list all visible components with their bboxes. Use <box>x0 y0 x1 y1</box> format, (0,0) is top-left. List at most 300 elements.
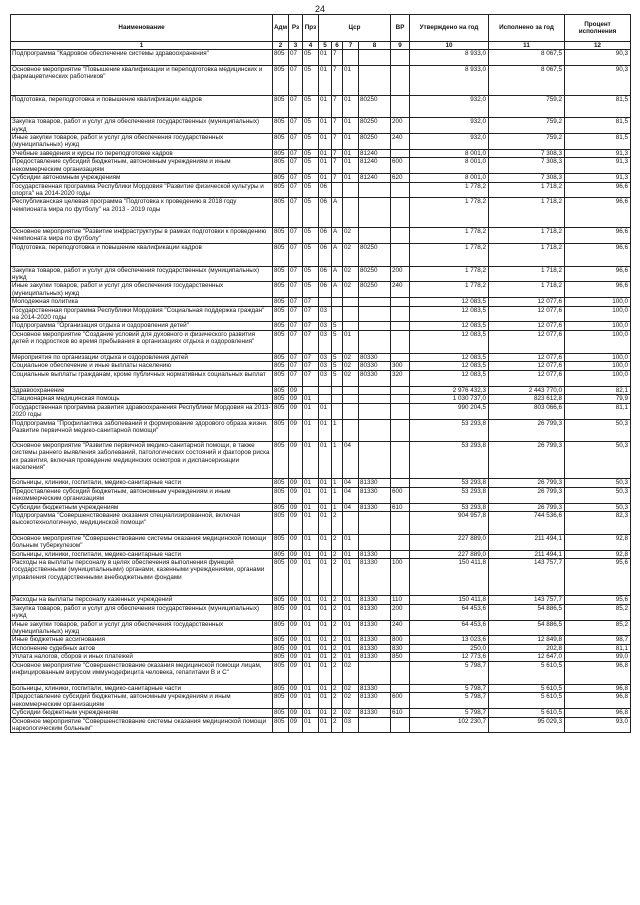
row-approved: 64 453,6 <box>410 604 489 620</box>
table-row <box>11 266 631 282</box>
row-csr-event <box>343 403 359 419</box>
row-rz: 07 <box>289 174 303 183</box>
row-name: Иные бюджетные ассигнования <box>11 636 273 645</box>
row-rz: 09 <box>289 693 303 709</box>
row-prz: 07 <box>303 362 319 371</box>
table-row <box>11 684 631 693</box>
row-csr-direction: 81330 <box>359 709 391 718</box>
row-executed: 759,2 <box>489 95 565 118</box>
row-csr-direction: 81330 <box>359 693 391 709</box>
row-csr-program: 01 <box>319 95 332 118</box>
row-adm: 805 <box>273 228 289 244</box>
row-csr-subprogram: 1 <box>332 479 343 488</box>
row-prz: 05 <box>303 158 319 174</box>
row-csr-direction <box>359 182 391 198</box>
row-csr-program: 01 <box>319 503 332 512</box>
row-adm: 805 <box>273 243 289 266</box>
row-prz: 01 <box>303 559 319 596</box>
row-approved: 12 083,5 <box>410 371 489 387</box>
row-vr <box>391 353 410 362</box>
row-approved: 12 083,5 <box>410 298 489 307</box>
row-approved: 250,0 <box>410 644 489 653</box>
row-csr-event: 02 <box>343 362 359 371</box>
row-executed: 759,2 <box>489 118 565 134</box>
row-executed: 744 536,6 <box>489 512 565 535</box>
row-prz: 01 <box>303 442 319 479</box>
row-csr-subprogram <box>332 298 343 307</box>
row-percent: 81,1 <box>565 644 631 653</box>
row-percent: 100,0 <box>565 331 631 354</box>
row-name: Больницы, клиники, госпитали, медико-санитарные части <box>11 550 273 559</box>
row-csr-event: 01 <box>343 65 359 95</box>
row-csr-event: 01 <box>343 636 359 645</box>
row-rz: 07 <box>289 182 303 198</box>
row-approved: 8 933,0 <box>410 65 489 95</box>
row-prz: 01 <box>303 684 319 693</box>
row-rz: 09 <box>289 684 303 693</box>
row-rz: 07 <box>289 198 303 228</box>
row-csr-direction <box>359 50 391 66</box>
row-csr-program: 01 <box>319 512 332 535</box>
row-rz: 09 <box>289 662 303 685</box>
row-csr-event: 02 <box>343 353 359 362</box>
row-executed: 12 077,6 <box>489 322 565 331</box>
row-approved: 8 933,0 <box>410 50 489 66</box>
row-approved: 12 083,5 <box>410 331 489 354</box>
row-name: Исполнение судебных актов <box>11 644 273 653</box>
row-csr-event: 01 <box>343 174 359 183</box>
page-number: 24 <box>314 4 325 14</box>
row-csr-program: 03 <box>319 322 332 331</box>
row-csr-subprogram <box>332 403 343 419</box>
row-csr-subprogram <box>332 395 343 404</box>
row-csr-direction <box>359 419 391 442</box>
row-vr: 600 <box>391 487 410 503</box>
table-row <box>11 149 631 158</box>
row-csr-direction: 81330 <box>359 559 391 596</box>
row-csr-direction: 81330 <box>359 636 391 645</box>
row-prz: 01 <box>303 620 319 636</box>
row-csr-direction <box>359 442 391 479</box>
row-approved: 64 453,6 <box>410 620 489 636</box>
row-name: Государственная программа Республики Мордовия "Социальная поддержка граждан" на 2014-2020 годы <box>11 306 273 322</box>
row-percent: 93,0 <box>565 717 631 733</box>
row-csr-subprogram: А <box>332 282 343 298</box>
header-number: 6 <box>332 42 343 50</box>
row-vr <box>391 149 410 158</box>
row-csr-direction: 81330 <box>359 620 391 636</box>
row-name: Государственная программа Республики Мордовия "Развитие физической культуры и спорта" на 2014-2020 годы <box>11 182 273 198</box>
row-executed: 211 494,1 <box>489 550 565 559</box>
row-adm: 805 <box>273 653 289 662</box>
table-row <box>11 662 631 685</box>
row-csr-program: 03 <box>319 362 332 371</box>
row-rz: 09 <box>289 709 303 718</box>
row-adm: 805 <box>273 662 289 685</box>
row-adm: 805 <box>273 644 289 653</box>
row-prz: 07 <box>303 306 319 322</box>
row-adm: 805 <box>273 479 289 488</box>
header-vr: ВР <box>391 15 410 42</box>
table-row <box>11 95 631 118</box>
row-csr-subprogram: А <box>332 243 343 266</box>
row-prz: 05 <box>303 228 319 244</box>
table-row <box>11 535 631 551</box>
row-adm: 805 <box>273 386 289 395</box>
row-csr-direction: 80330 <box>359 371 391 387</box>
row-percent: 100,0 <box>565 362 631 371</box>
row-csr-program: 01 <box>319 620 332 636</box>
row-prz: 01 <box>303 395 319 404</box>
row-name: Основное мероприятие "Совершенствование системы оказания медицинской помощи больным туберкулезом" <box>11 535 273 551</box>
row-csr-program: 06 <box>319 198 332 228</box>
row-rz: 07 <box>289 282 303 298</box>
row-adm: 805 <box>273 371 289 387</box>
row-approved: 12 083,5 <box>410 353 489 362</box>
row-csr-program: 01 <box>319 442 332 479</box>
row-csr-program: 01 <box>319 636 332 645</box>
row-percent: 91,3 <box>565 158 631 174</box>
row-executed: 5 610,5 <box>489 709 565 718</box>
row-csr-subprogram: 2 <box>332 596 343 605</box>
row-csr-direction <box>359 386 391 395</box>
row-executed: 12 077,6 <box>489 362 565 371</box>
table-row <box>11 709 631 718</box>
row-csr-program: 01 <box>319 684 332 693</box>
row-csr-direction: 81330 <box>359 503 391 512</box>
row-csr-subprogram: 2 <box>332 684 343 693</box>
table-row <box>11 362 631 371</box>
row-vr: 240 <box>391 620 410 636</box>
row-adm: 805 <box>273 174 289 183</box>
row-rz: 09 <box>289 419 303 442</box>
row-csr-subprogram: 2 <box>332 662 343 685</box>
row-executed: 26 799,3 <box>489 503 565 512</box>
row-percent: 85,2 <box>565 604 631 620</box>
row-csr-direction: 81240 <box>359 174 391 183</box>
row-adm: 805 <box>273 550 289 559</box>
row-executed: 26 799,3 <box>489 479 565 488</box>
row-vr <box>391 479 410 488</box>
row-executed: 7 308,3 <box>489 158 565 174</box>
row-prz: 01 <box>303 419 319 442</box>
row-percent: 50,3 <box>565 487 631 503</box>
row-csr-direction: 81330 <box>359 644 391 653</box>
row-vr: 600 <box>391 693 410 709</box>
row-approved: 5 798,7 <box>410 693 489 709</box>
row-vr <box>391 306 410 322</box>
header-number: 10 <box>410 42 489 50</box>
row-rz: 07 <box>289 298 303 307</box>
row-approved: 1 778,2 <box>410 282 489 298</box>
row-vr: 320 <box>391 371 410 387</box>
row-percent: 81,5 <box>565 134 631 150</box>
row-percent: 95,6 <box>565 596 631 605</box>
row-adm: 805 <box>273 596 289 605</box>
row-name: Основное мероприятие "Развитие первичной медико-санитарной помощи, в также системы раннего выявления заболеваний, патологических состояний и факторов риска их развития, включая проведение медицинских осмотров и диспансеризации населения" <box>11 442 273 479</box>
row-rz: 09 <box>289 604 303 620</box>
row-approved: 53 293,8 <box>410 479 489 488</box>
row-csr-direction <box>359 306 391 322</box>
row-name: Основное мероприятие "Создание условий для духовного и физического развития детей и подростков во время пребывания в организациях отдыха и оздоровления" <box>11 331 273 354</box>
table-row <box>11 512 631 535</box>
row-approved: 1 778,2 <box>410 243 489 266</box>
table-row <box>11 403 631 419</box>
row-adm: 805 <box>273 50 289 66</box>
row-approved: 8 001,0 <box>410 174 489 183</box>
row-executed: 143 757,7 <box>489 559 565 596</box>
header-csr: Цср <box>319 15 391 42</box>
row-adm: 805 <box>273 395 289 404</box>
row-percent: 81,5 <box>565 118 631 134</box>
row-percent: 96,6 <box>565 198 631 228</box>
row-vr <box>391 395 410 404</box>
row-percent: 100,0 <box>565 306 631 322</box>
row-vr <box>391 535 410 551</box>
row-vr: 200 <box>391 118 410 134</box>
row-csr-subprogram: 2 <box>332 559 343 596</box>
row-approved: 12 083,5 <box>410 362 489 371</box>
row-csr-direction <box>359 65 391 95</box>
row-csr-program: 01 <box>319 644 332 653</box>
row-name: Мероприятия по организации отдыха и оздоровления детей <box>11 353 273 362</box>
header-number: 7 <box>343 42 359 50</box>
row-csr-event: 02 <box>343 282 359 298</box>
header-number: 4 <box>303 42 319 50</box>
header-number: 3 <box>289 42 303 50</box>
row-csr-event: 04 <box>343 503 359 512</box>
row-csr-subprogram: 5 <box>332 331 343 354</box>
row-csr-direction <box>359 717 391 733</box>
row-prz: 01 <box>303 693 319 709</box>
row-prz: 05 <box>303 174 319 183</box>
table-row <box>11 653 631 662</box>
row-approved: 150 411,8 <box>410 596 489 605</box>
row-approved: 5 798,7 <box>410 709 489 718</box>
header-number: 1 <box>11 42 273 50</box>
row-csr-direction <box>359 298 391 307</box>
row-csr-event: 01 <box>343 620 359 636</box>
row-vr <box>391 228 410 244</box>
row-csr-program: 01 <box>319 174 332 183</box>
header-number: 11 <box>489 42 565 50</box>
row-csr-subprogram: 5 <box>332 362 343 371</box>
row-rz: 07 <box>289 243 303 266</box>
row-adm: 805 <box>273 134 289 150</box>
row-approved: 12 773,6 <box>410 653 489 662</box>
table-row <box>11 198 631 228</box>
row-adm: 805 <box>273 353 289 362</box>
row-approved: 932,0 <box>410 134 489 150</box>
row-executed: 2 443 770,0 <box>489 386 565 395</box>
row-csr-program: 01 <box>319 559 332 596</box>
table-row <box>11 386 631 395</box>
row-rz: 07 <box>289 362 303 371</box>
table-row <box>11 395 631 404</box>
row-csr-program: 01 <box>319 158 332 174</box>
row-csr-event <box>343 419 359 442</box>
row-vr: 240 <box>391 282 410 298</box>
row-percent: 96,6 <box>565 266 631 282</box>
row-executed: 26 799,3 <box>489 419 565 442</box>
row-prz: 05 <box>303 95 319 118</box>
row-executed: 5 610,5 <box>489 684 565 693</box>
row-percent: 82,3 <box>565 512 631 535</box>
row-csr-subprogram: 2 <box>332 636 343 645</box>
row-csr-subprogram: 7 <box>332 134 343 150</box>
row-csr-direction: 80250 <box>359 243 391 266</box>
table-row <box>11 306 631 322</box>
row-prz: 05 <box>303 266 319 282</box>
row-csr-program: 06 <box>319 266 332 282</box>
row-percent: 96,6 <box>565 228 631 244</box>
row-vr: 200 <box>391 266 410 282</box>
row-adm: 805 <box>273 709 289 718</box>
row-csr-direction <box>359 403 391 419</box>
row-approved: 227 889,0 <box>410 535 489 551</box>
header-name: Наименование <box>11 15 273 42</box>
row-name: Расходы на выплаты персоналу казенных учреждений <box>11 596 273 605</box>
row-csr-event <box>343 182 359 198</box>
row-approved: 1 030 737,0 <box>410 395 489 404</box>
row-rz: 07 <box>289 65 303 95</box>
row-approved: 2 976 432,3 <box>410 386 489 395</box>
row-csr-subprogram: 2 <box>332 644 343 653</box>
row-adm: 805 <box>273 684 289 693</box>
table-row <box>11 419 631 442</box>
row-name: Социальные выплаты гражданам, кроме публичных нормативных социальных выплат <box>11 371 273 387</box>
row-csr-event: 02 <box>343 228 359 244</box>
row-rz: 07 <box>289 95 303 118</box>
row-approved: 1 778,2 <box>410 228 489 244</box>
row-prz: 01 <box>303 535 319 551</box>
row-csr-program: 01 <box>319 604 332 620</box>
row-executed: 8 067,5 <box>489 65 565 95</box>
row-percent: 85,2 <box>565 620 631 636</box>
row-csr-direction: 80330 <box>359 353 391 362</box>
row-csr-direction <box>359 228 391 244</box>
row-csr-program: 01 <box>319 419 332 442</box>
row-vr <box>391 198 410 228</box>
row-approved: 150 411,8 <box>410 559 489 596</box>
row-name: Республиканская целевая программа "Подготовка к проведению в 2018 году чемпионата мира по футболу" на 2013 - 2019 годы <box>11 198 273 228</box>
row-adm: 805 <box>273 298 289 307</box>
row-csr-event: 02 <box>343 684 359 693</box>
row-csr-direction <box>359 322 391 331</box>
row-csr-subprogram: 7 <box>332 95 343 118</box>
row-rz: 07 <box>289 353 303 362</box>
row-executed: 54 886,5 <box>489 604 565 620</box>
row-name: Больницы, клиники, госпитали, медико-санитарные части <box>11 684 273 693</box>
row-vr <box>391 684 410 693</box>
row-csr-event: 01 <box>343 95 359 118</box>
row-percent: 96,6 <box>565 282 631 298</box>
row-prz: 01 <box>303 604 319 620</box>
table-row <box>11 442 631 479</box>
row-rz: 07 <box>289 331 303 354</box>
table-row <box>11 503 631 512</box>
row-name: Подпрограмма "Совершенствование оказания специализированной, включая высокотехнологичную, медицинской помощи" <box>11 512 273 535</box>
row-approved: 990 204,5 <box>410 403 489 419</box>
table-row <box>11 636 631 645</box>
row-csr-subprogram: А <box>332 228 343 244</box>
row-rz: 07 <box>289 158 303 174</box>
row-approved: 5 798,7 <box>410 684 489 693</box>
row-name: Основное мероприятие "Совершенствование системы оказания медицинской помощи наркологическим больным" <box>11 717 273 733</box>
row-executed: 12 647,0 <box>489 653 565 662</box>
row-csr-direction: 81330 <box>359 487 391 503</box>
row-csr-program: 06 <box>319 228 332 244</box>
row-rz: 09 <box>289 620 303 636</box>
row-csr-subprogram: 7 <box>332 149 343 158</box>
row-adm: 805 <box>273 118 289 134</box>
table-row <box>11 353 631 362</box>
row-executed: 8 067,5 <box>489 50 565 66</box>
row-csr-program: 01 <box>319 709 332 718</box>
row-rz: 09 <box>289 644 303 653</box>
row-csr-direction: 81240 <box>359 149 391 158</box>
row-csr-event: 01 <box>343 596 359 605</box>
row-csr-program <box>319 386 332 395</box>
row-csr-direction: 81330 <box>359 479 391 488</box>
row-name: Иные закупки товаров, работ и услуг для обеспечения государственных (муниципальных) нужд <box>11 282 273 298</box>
row-prz: 01 <box>303 403 319 419</box>
row-rz: 09 <box>289 386 303 395</box>
row-prz: 01 <box>303 487 319 503</box>
row-name: Подготовка, переподготовка и повышение квалификации кадров <box>11 243 273 266</box>
row-csr-subprogram: 1 <box>332 503 343 512</box>
row-prz: 05 <box>303 282 319 298</box>
table-row <box>11 371 631 387</box>
row-csr-subprogram: А <box>332 198 343 228</box>
row-executed: 7 308,3 <box>489 174 565 183</box>
row-adm: 805 <box>273 604 289 620</box>
row-approved: 13 023,6 <box>410 636 489 645</box>
row-csr-program: 03 <box>319 353 332 362</box>
row-vr <box>391 95 410 118</box>
row-approved: 8 001,0 <box>410 149 489 158</box>
row-executed: 803 066,6 <box>489 403 565 419</box>
row-name: Подпрограмма "Организация отдыха и оздоровления детей" <box>11 322 273 331</box>
row-prz: 07 <box>303 298 319 307</box>
row-vr: 830 <box>391 644 410 653</box>
table-row <box>11 243 631 266</box>
row-csr-program: 06 <box>319 282 332 298</box>
row-prz: 01 <box>303 717 319 733</box>
row-adm: 805 <box>273 559 289 596</box>
row-vr: 610 <box>391 709 410 718</box>
row-vr: 110 <box>391 596 410 605</box>
table-row <box>11 331 631 354</box>
row-percent: 100,0 <box>565 298 631 307</box>
row-adm: 805 <box>273 535 289 551</box>
row-csr-event <box>343 50 359 66</box>
row-executed: 1 718,2 <box>489 182 565 198</box>
header-rz: Рз <box>289 15 303 42</box>
row-adm: 805 <box>273 182 289 198</box>
row-csr-event: 02 <box>343 662 359 685</box>
row-executed: 95 029,3 <box>489 717 565 733</box>
row-approved: 12 083,5 <box>410 322 489 331</box>
row-percent: 92,8 <box>565 550 631 559</box>
row-executed: 211 494,1 <box>489 535 565 551</box>
row-csr-direction <box>359 662 391 685</box>
row-rz: 07 <box>289 371 303 387</box>
table-row <box>11 596 631 605</box>
table-row <box>11 228 631 244</box>
row-rz: 09 <box>289 403 303 419</box>
row-executed: 7 308,3 <box>489 149 565 158</box>
